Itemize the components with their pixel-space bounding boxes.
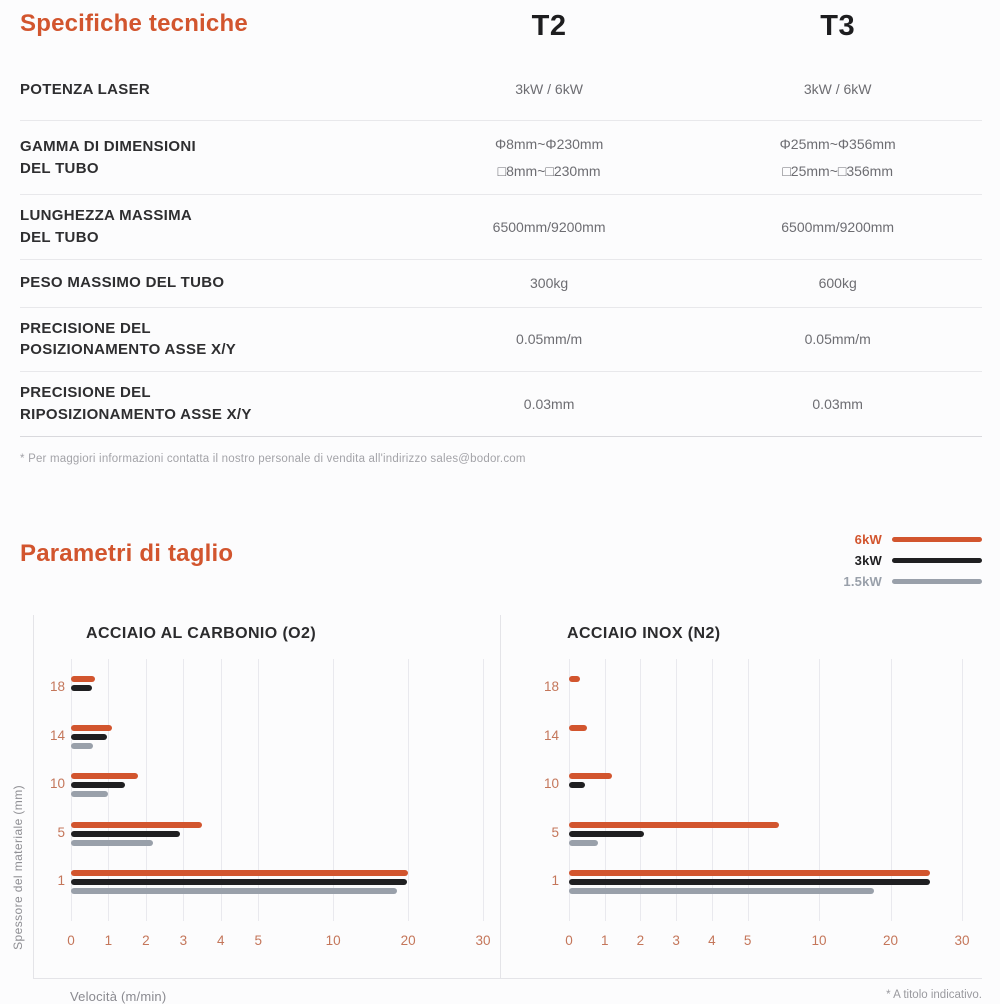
spec-row-label-line: DEL TUBO [20, 228, 99, 246]
legend-item [855, 553, 982, 568]
spec-row [20, 372, 982, 437]
chart-legend [843, 532, 982, 589]
bar-6kW-5mm [71, 822, 202, 828]
spec-cell-line: 0.05mm/m [516, 331, 583, 348]
x-tick-label: 4 [708, 933, 716, 948]
plot-area [34, 659, 500, 978]
spec-cell-line: Φ25mm~Φ356mm [779, 136, 896, 152]
bar-6kW-10mm [569, 773, 612, 779]
grid-line [962, 659, 963, 921]
legend-line-swatch [892, 579, 982, 584]
spec-row-label [20, 318, 405, 362]
spec-row [20, 121, 982, 195]
x-tick-label: 20 [883, 933, 899, 948]
charts-container [11, 615, 982, 979]
x-tick-label: 1 [600, 933, 609, 948]
spec-cell-line: 3kW / 6kW [515, 81, 583, 98]
bar-6kW-18mm [569, 676, 580, 682]
spec-section [0, 0, 1000, 465]
spec-cell-line: 300kg [530, 274, 569, 291]
legend-item [843, 574, 982, 589]
spec-row-label [20, 79, 405, 101]
x-tick-label: 5 [743, 933, 752, 948]
spec-row [20, 308, 982, 373]
bar-3kW-14mm [71, 734, 107, 740]
y-tick-label: 5 [551, 824, 559, 840]
bar-1.5kW-5mm [71, 840, 153, 846]
legend-label: 3kW [854, 553, 882, 568]
spec-rows [20, 59, 982, 437]
x-tick-label: 4 [217, 933, 225, 948]
spec-row-label-line: LUNGHEZZA MASSIMA [20, 207, 193, 225]
spec-title: Specifiche tecniche [20, 10, 248, 37]
y-tick-label: 1 [57, 873, 65, 889]
y-axis-label: Spessore del materiale (mm) [11, 785, 25, 950]
plot [67, 659, 491, 948]
bar-1.5kW-14mm [71, 743, 93, 749]
spec-row [20, 59, 982, 121]
spec-cell-line: □8mm~□230mm [497, 162, 601, 179]
chart-stainless-steel [500, 615, 982, 978]
spec-cell-line: Φ8mm~Φ230mm [494, 136, 604, 152]
bar-6kW-5mm [569, 822, 779, 828]
chart-carbon-steel [33, 615, 500, 978]
legend-label: 1.5kW [843, 574, 882, 589]
spec-cell-line: □25mm~□356mm [782, 162, 894, 179]
axis-caption-row [70, 989, 982, 1004]
bar-1.5kW-1mm [71, 888, 397, 894]
bar-3kW-1mm [71, 879, 407, 885]
spec-cell-t3 [693, 214, 982, 241]
spec-cell-line: 0.03mm [523, 395, 575, 412]
y-tick-label: 5 [57, 824, 65, 840]
x-tick-label: 20 [400, 933, 416, 948]
bar-1.5kW-5mm [569, 840, 598, 846]
cutting-title: Parametri di taglio [20, 540, 234, 567]
spec-row-label [20, 205, 405, 249]
spec-row-label [20, 382, 405, 426]
spec-footnote: * Per maggiori informazioni contatta il nostro personale di vendita all'indirizzo sales@bodor.com [20, 452, 526, 465]
spec-cell-line: 600kg [818, 274, 857, 291]
x-tick-label: 3 [179, 933, 188, 948]
cutting-footnote: * A titolo indicativo. [886, 989, 982, 1001]
spec-cell-t3 [693, 391, 982, 418]
spec-row [20, 195, 982, 260]
spec-row-label-line: GAMMA DI DIMENSIONI [20, 137, 196, 155]
cutting-section [11, 528, 982, 1004]
y-tick-label: 10 [543, 776, 559, 792]
bar-6kW-1mm [569, 870, 930, 876]
x-tick-label: 5 [254, 933, 263, 948]
y-tick-label: 14 [543, 727, 559, 743]
x-tick-label: 3 [672, 933, 680, 948]
column-header-t2: T2 [531, 10, 567, 42]
spec-row-label-line: PESO MASSIMO DEL TUBO [20, 274, 225, 292]
bar-3kW-10mm [71, 782, 125, 788]
bar-3kW-18mm [71, 685, 92, 691]
spec-cell-t2 [405, 131, 694, 184]
spec-row-label [20, 272, 405, 294]
spec-cell-line: 0.05mm/m [804, 331, 871, 348]
grid-line [483, 659, 484, 921]
spec-cell-t2 [405, 391, 694, 418]
spec-cell-t3 [693, 326, 982, 353]
spec-row [20, 260, 982, 308]
spec-cell-line: 0.03mm [812, 395, 863, 412]
x-tick-label: 1 [104, 933, 113, 948]
legend-line-swatch [892, 558, 982, 563]
legend-item [855, 532, 982, 547]
x-tick-label: 0 [67, 933, 75, 948]
bar-6kW-10mm [71, 773, 138, 779]
column-header-t3: T3 [820, 10, 856, 42]
x-tick-label: 30 [475, 933, 491, 948]
spec-cell-line: 6500mm/9200mm [781, 218, 895, 235]
legend-label: 6kW [854, 532, 882, 547]
y-tick-label: 18 [543, 679, 559, 694]
legend-line-swatch [892, 537, 982, 542]
spec-row-label-line: DEL TUBO [20, 159, 99, 177]
bar-3kW-1mm [569, 879, 930, 885]
bar-1.5kW-1mm [569, 888, 874, 894]
spec-cell-t2 [405, 76, 694, 103]
spec-row-label [20, 136, 405, 180]
x-tick-label: 10 [325, 933, 341, 948]
spec-cell-t2 [405, 326, 694, 353]
x-tick-label: 30 [954, 933, 970, 948]
spec-row-label-line: PRECISIONE DEL [20, 319, 151, 337]
spec-cell-line: 6500mm/9200mm [492, 218, 606, 235]
grid-line [408, 659, 409, 921]
chart-title: ACCIAIO INOX (N2) [567, 625, 721, 642]
spec-cell-t2 [405, 214, 694, 241]
bar-1.5kW-10mm [71, 791, 108, 797]
bar-3kW-5mm [71, 831, 180, 837]
chart-title: ACCIAIO AL CARBONIO (O2) [86, 625, 317, 642]
y-tick-label: 14 [49, 727, 65, 743]
x-tick-label: 2 [142, 933, 150, 948]
plot-area [501, 659, 982, 978]
bar-6kW-14mm [569, 725, 587, 731]
bar-6kW-1mm [71, 870, 408, 876]
bar-6kW-18mm [71, 676, 95, 682]
spec-cell-t3 [693, 270, 982, 297]
bar-3kW-5mm [569, 831, 644, 837]
plot [565, 659, 970, 948]
x-tick-label: 10 [811, 933, 827, 948]
y-tick-label: 10 [49, 776, 65, 792]
spec-row-label-line: RIPOSIZIONAMENTO ASSE X/Y [20, 405, 252, 423]
bar-6kW-14mm [71, 725, 112, 731]
spec-row-label-line: POTENZA LASER [20, 80, 151, 98]
spec-row-label-line: PRECISIONE DEL [20, 384, 151, 402]
x-axis-label: Velocità (m/min) [70, 989, 167, 1004]
cutting-header [20, 528, 982, 589]
y-tick-label: 1 [551, 873, 559, 889]
spec-cell-line: 3kW / 6kW [803, 81, 872, 98]
bar-3kW-10mm [569, 782, 585, 788]
spec-cell-t3 [693, 76, 982, 103]
spec-row-label-line: POSIZIONAMENTO ASSE X/Y [20, 341, 237, 359]
spec-cell-t3 [693, 131, 982, 184]
y-tick-label: 18 [49, 679, 65, 694]
spec-cell-t2 [405, 270, 694, 297]
spec-header [20, 10, 982, 43]
x-tick-label: 0 [565, 933, 573, 948]
x-tick-label: 2 [636, 933, 645, 948]
